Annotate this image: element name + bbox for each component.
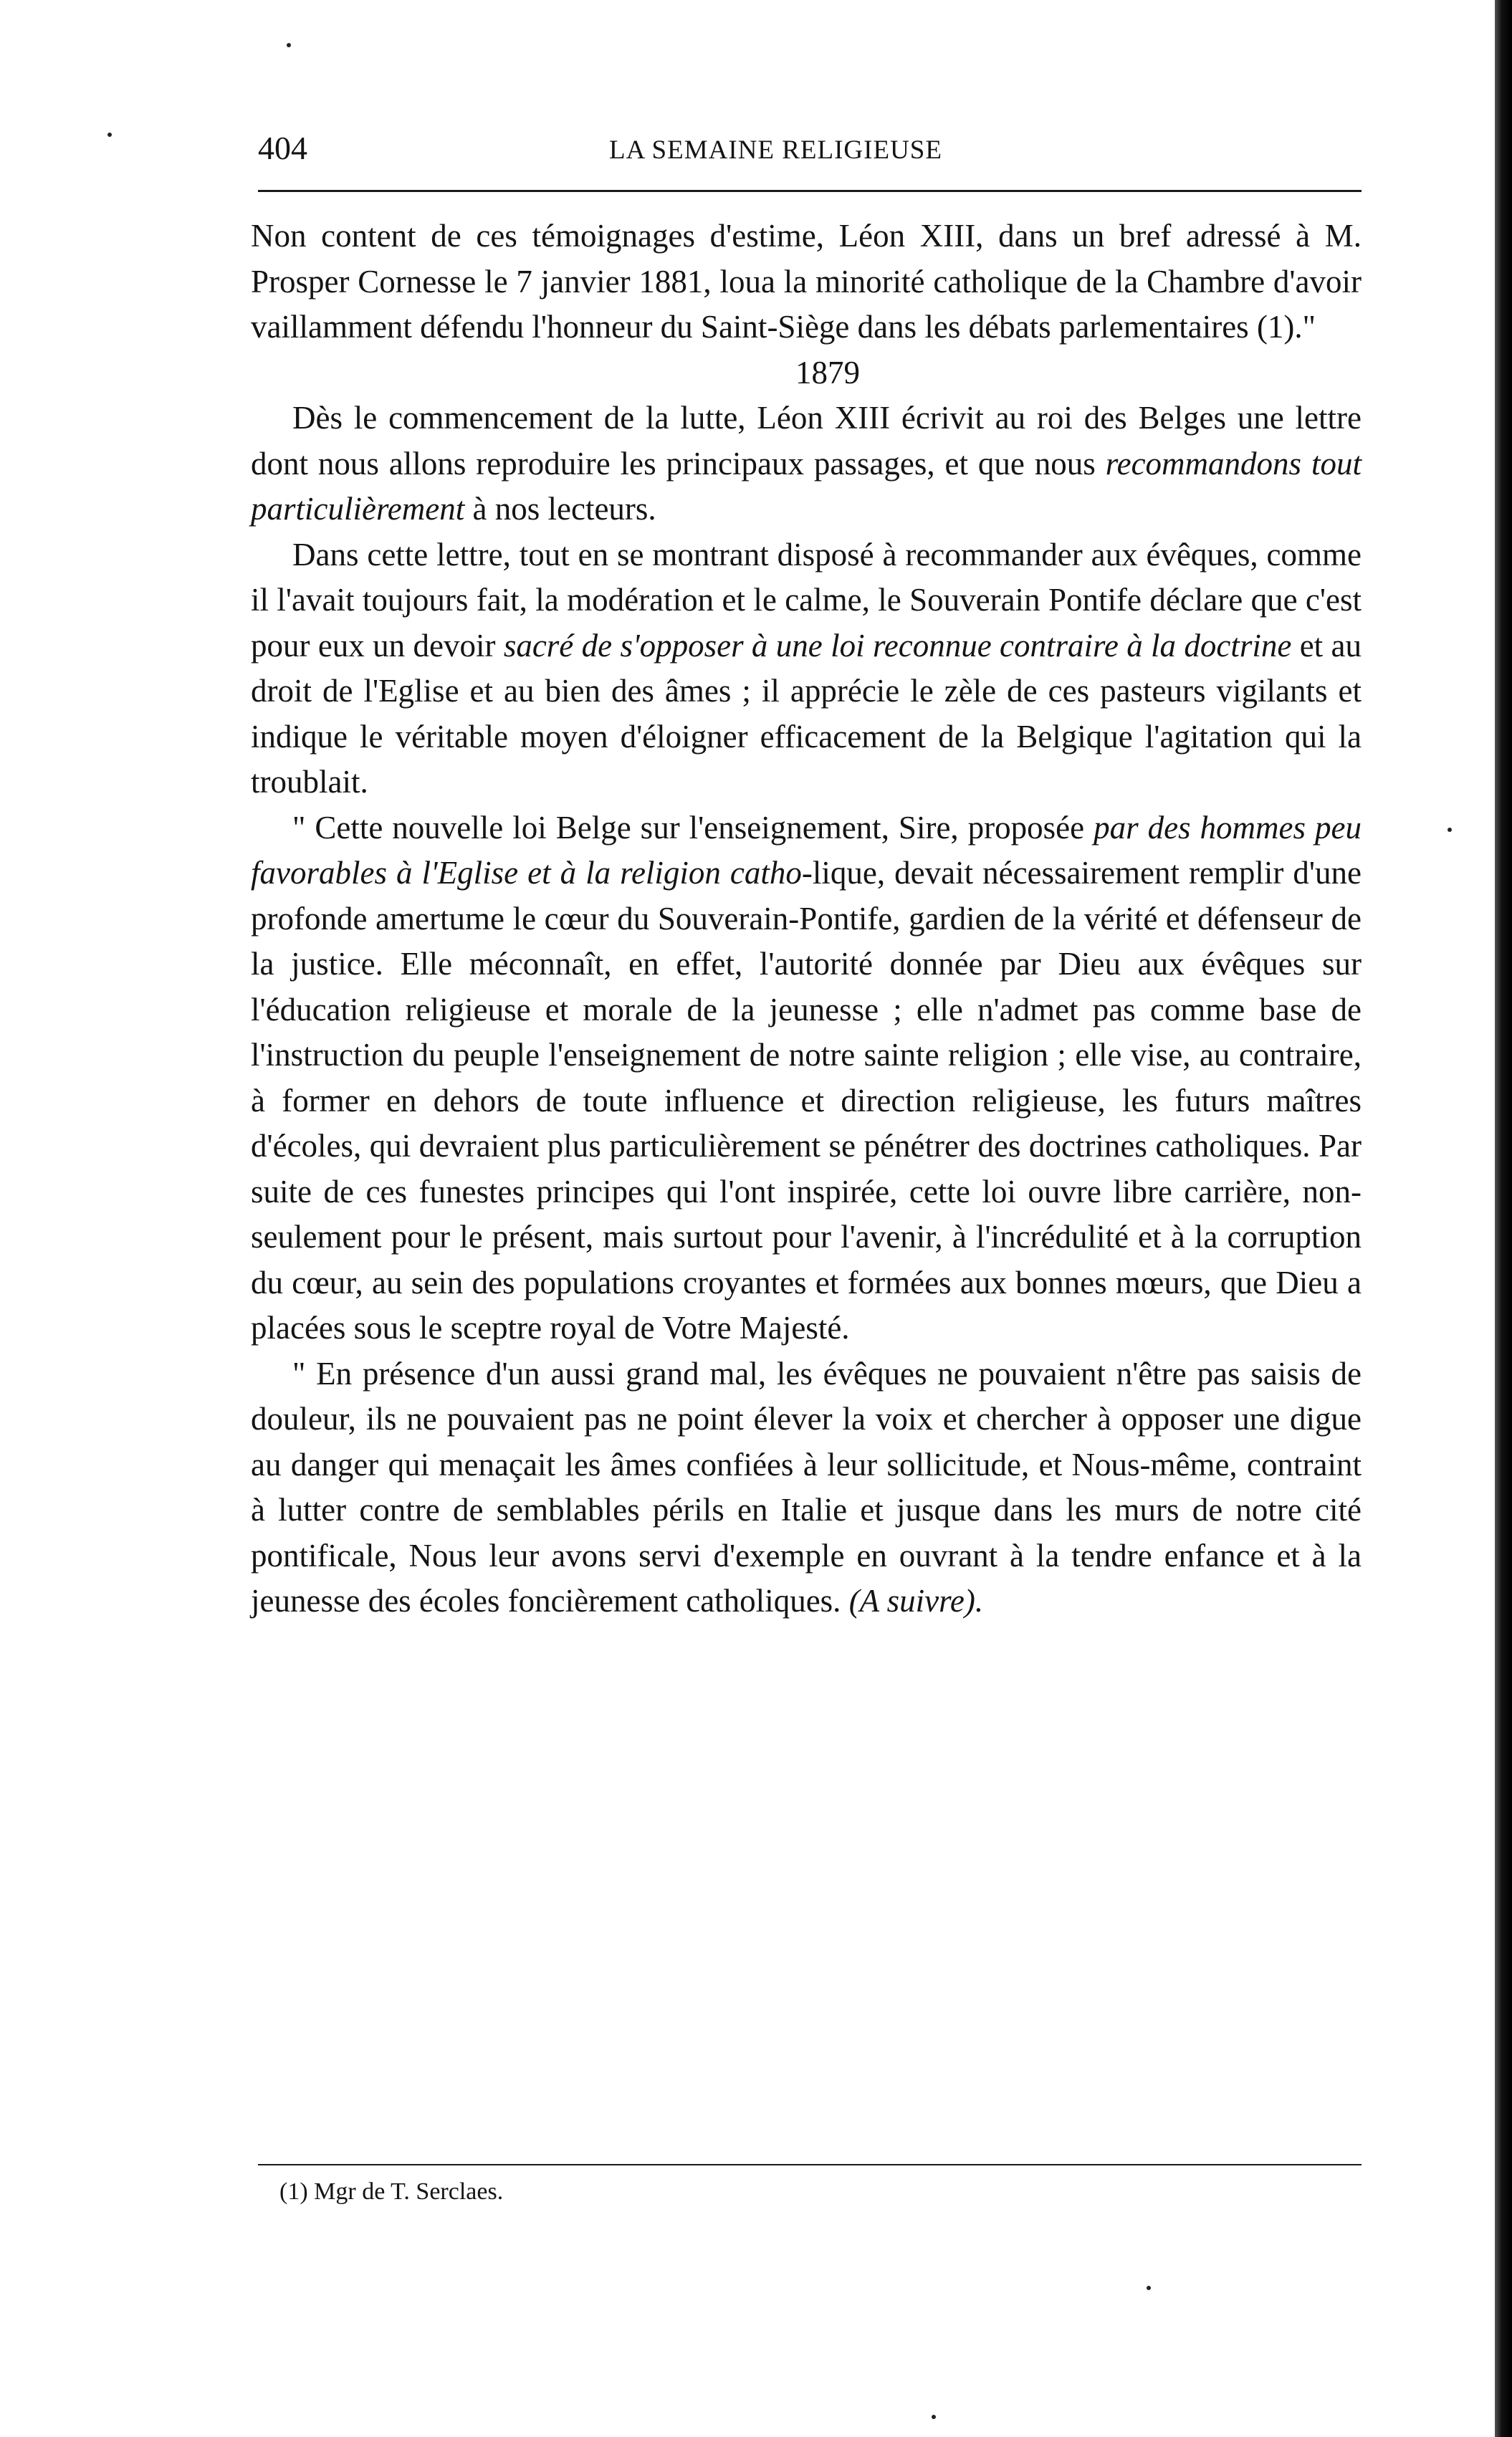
paragraph-5-text: " En présence d'un aussi grand mal, les évêques ne pouvaient n'être pas saisis de douleur, ils ne pouvaient pas ne point élever la voix et chercher à opposer une digue au danger qui menaçait les âmes confiées à leur sollicitude, et Nous-même, contraint à lutter contre de semblables périls en Italie et jusque dans les murs de notre cité pontificale, Nous leur avons servi d'exemple en ouvrant à la tendre enfance et à la jeunesse des écoles foncièrement catholiques. [251,1355,1362,1619]
paragraph-3-text-b: et au droit de l'Eglise et au bien des âmes ; il apprécie le zèle de ces pasteurs vigilants et indique le véritable moyen d'éloigner efficacement de la Belgique l'agitation qui la troublait. [251,627,1362,800]
paragraph-3-text-a: Dans cette lettre, tout en se montrant disposé à recommander aux évêques, comme il l'avait toujours fait, la modération et le calme, le Souverain Pontife déclare que c'est pour eux un devoir [251,536,1362,664]
scanned-page-edge [1495,0,1512,2437]
paragraph-2-italic: recommandons tout particulièrement [251,445,1362,527]
scan-speck [107,133,112,137]
paragraph-4-text-b: lique, devait nécessairement remplir d'une profonde amertume le cœur du Souverain-Pontife, gardien de la vérité et défenseur de la justice. Elle méconnaît, en effet, l'autorité donnée par Dieu aux évêques sur l'éducation religieuse et morale de la jeunesse ; elle n'admet pas comme base de l'instruction du peuple l'enseignement de notre sainte religion ; elle vise, au contraire, à former en dehors de toute influence et direction religieuse, les futurs maîtres d'écoles, qui devraient plus particulièrement se pénétrer des doctrines catholiques. Par suite de ces funestes principes qui l'ont inspirée, cette loi ouvre libre carrière, non-seulement pour le présent, mais surtout pour l'avenir, à l'incrédulité et à la corruption du cœur, au sein des populations croyantes et formées aux bonnes mœurs, que Dieu a placées sous le sceptre royal de Votre Majesté. [251,855,1362,1346]
year-heading: 1879 [795,354,860,391]
scan-speck [287,43,291,47]
paragraph-2 [251,396,1362,532]
paragraph-4-italic: par des hommes peu favorables à l'Eglise et à la religion catho- [251,809,1362,891]
running-head: LA SEMAINE RELIGIEUSE [609,135,942,165]
footnote-rule [258,2164,1362,2165]
paragraph-1: Non content de ces témoignages d'estime, Léon XIII, dans un bref adressé à M. Prosper Cornesse le 7 janvier 1881, loua la minorité catholique de la Chambre d'avoir vaillamment défendu l'honneur du Saint-Siège dans les débats parlementaires (1)." [251,218,1362,345]
scan-speck [1147,2286,1151,2290]
scan-speck [932,2415,936,2419]
paragraph-3-italic: sacré de s'opposer à une loi reconnue contraire à la doctrine [503,627,1292,664]
paragraph-3 [251,532,1362,805]
footnote: (1) Mgr de T. Serclaes. [279,2178,504,2205]
page-header [258,129,1362,172]
header-rule [258,190,1362,192]
paragraph-2-text-b: à nos lecteurs. [464,491,656,527]
to-be-continued: (A suivre). [848,1583,984,1619]
scan-speck [1448,828,1452,832]
paragraph-4 [251,805,1362,1351]
page-number: 404 [258,130,307,166]
paragraph-2-text-a: Dès le commencement de la lutte, Léon XIII écrivit au roi des Belges une lettre dont nous allons reproduire les principaux passages, et que nous [251,400,1362,482]
paragraph-5 [251,1351,1362,1624]
paragraph-4-text-a: " Cette nouvelle loi Belge sur l'enseignement, Sire, proposée [292,809,1094,846]
body-text [251,214,1362,1624]
